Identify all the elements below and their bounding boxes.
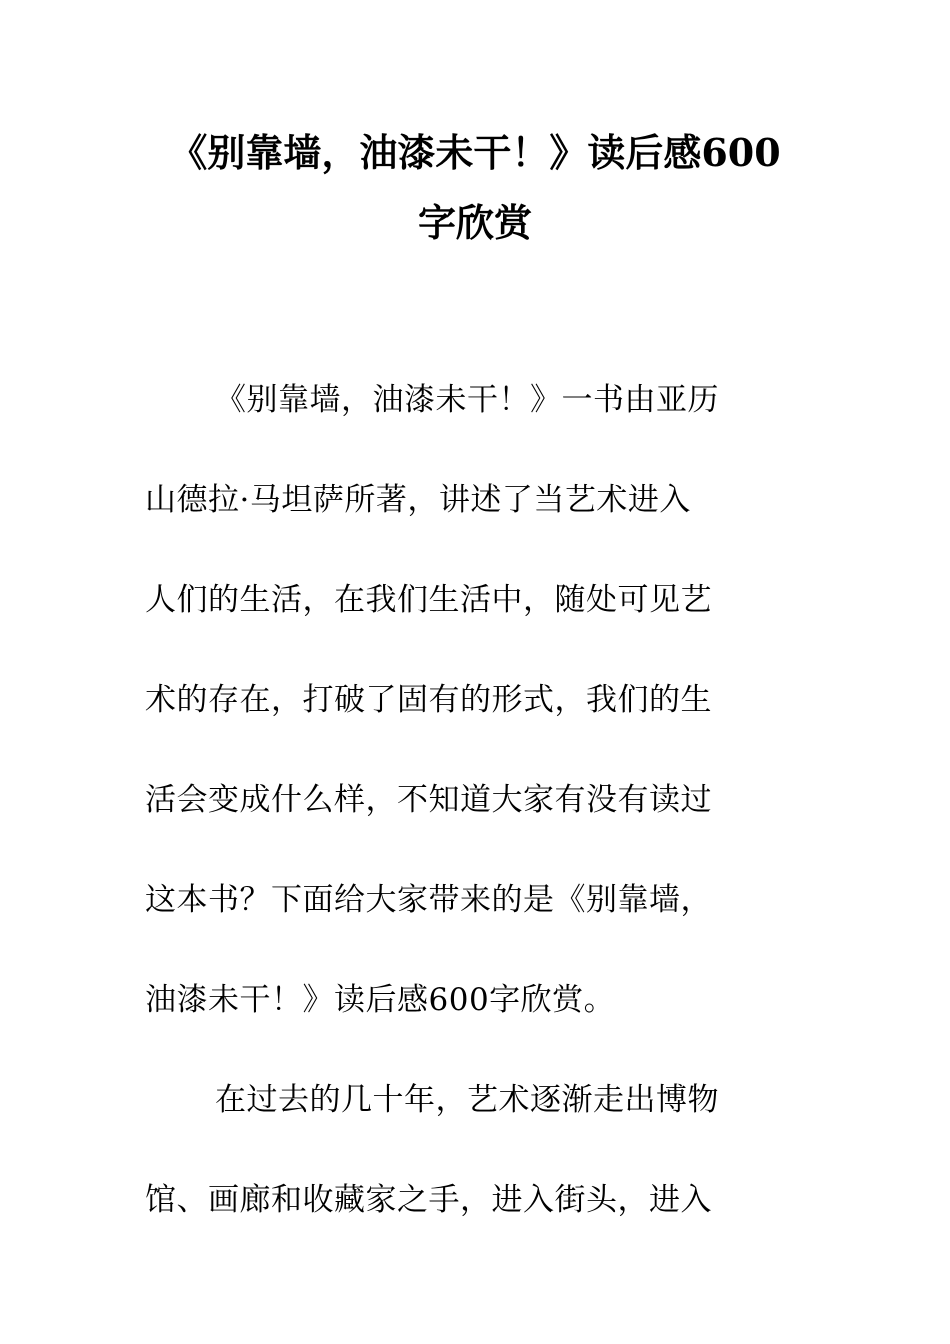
text-line: 《别靠墙，油漆未干！》一书由亚历 [215, 382, 719, 418]
text-line: 这本书？下面给大家带来的是《别靠墙， [145, 882, 712, 918]
paragraph [145, 360, 785, 1060]
text-line: 山德拉·马坦萨所著，讲述了当艺术进入 [145, 482, 691, 518]
text-line: 馆、画廊和收藏家之手，进入街头，进入 [145, 1182, 712, 1218]
document-body [145, 360, 785, 1260]
text-line: 人们的生活，在我们生活中，随处可见艺 [145, 582, 712, 618]
title-line: 《别靠墙，油漆未干！》读后感600 [169, 130, 781, 175]
text-line: 油漆未干！》读后感600字欣赏。 [145, 982, 616, 1018]
text-line: 活会变成什么样，不知道大家有没有读过 [145, 782, 712, 818]
document-title [140, 118, 810, 258]
title-line: 字欣赏 [417, 200, 532, 245]
text-line: 术的存在，打破了固有的形式，我们的生 [145, 682, 712, 718]
paragraph [145, 1060, 785, 1260]
text-line: 在过去的几十年，艺术逐渐走出博物 [215, 1082, 719, 1118]
